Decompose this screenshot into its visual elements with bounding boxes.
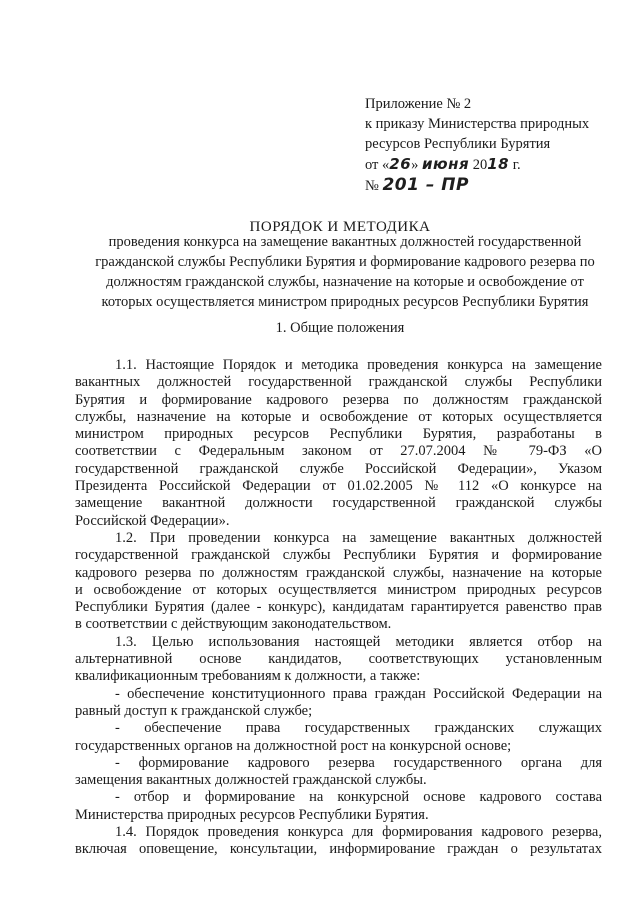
paragraph-line: - отбор и формирование на конкурсной основе кадрового состава [115, 789, 602, 806]
paragraph-line: 1.1. Настоящие Порядок и методика проведения конкурса на замещение [115, 357, 602, 373]
subtitle-line: которых осуществляется министром природных ресурсов Республики Бурятия [101, 294, 589, 310]
handwritten-number: 201 – ПР [382, 175, 469, 195]
appendix-line-2: к приказу Министерства природных [365, 116, 590, 132]
document-subtitle [80, 232, 610, 312]
document-body [75, 357, 602, 859]
paragraph-line: Президента Российской Федерации от 01.02.2005 № 112 «О конкурсе на [75, 478, 602, 495]
paragraph-line: равный доступ к гражданской службе; [75, 702, 313, 719]
paragraph [75, 357, 602, 530]
date-year-prefix: 20 [469, 157, 488, 173]
handwritten-year: 18 [487, 155, 510, 173]
document-title: ПОРЯДОК И МЕТОДИКА [249, 219, 431, 235]
paragraph-line: альтернативной основе кандидатов, соответствующих установленным [75, 651, 602, 668]
paragraph-line: в соответствии с действующим законодательством. [75, 616, 392, 633]
paragraph-line: 1.3. Целью использования настоящей методики является отбор на [115, 633, 602, 650]
paragraph [75, 720, 602, 755]
paragraph-line: кадрового резерва по должностям гражданской службы, назначение на которые [75, 564, 602, 581]
paragraph-line: государственных органов на должностной рост на конкурсной основе; [75, 737, 512, 754]
appendix-line-3: ресурсов Республики Бурятия [365, 136, 551, 152]
appendix-block [365, 94, 615, 196]
paragraph-line: - обеспечение права государственных гражданских служащих [115, 720, 602, 737]
handwritten-month: июня [422, 155, 470, 173]
paragraph-line: 1.2. При проведении конкурса на замещение вакантных должностей [115, 529, 602, 546]
subtitle-line: гражданской службы Республики Бурятия и формирование кадрового резерва по [95, 254, 595, 270]
paragraph-line: замещения вакантных должностей гражданской службы. [75, 772, 427, 789]
paragraph-line: замещение вакантной должности государственной гражданской службы [75, 495, 602, 512]
paragraph-line: Бурятия и формирование кадрового резерва по должностям гражданской [75, 391, 602, 408]
paragraph [75, 789, 602, 824]
handwritten-day: 26 [389, 155, 412, 173]
paragraph-line: 1.4. Порядок проведения конкурса для формирования кадрового резерва, [115, 824, 602, 841]
paragraph-line: - обеспечение конституционного права граждан Российской Федерации на [115, 685, 602, 702]
paragraph-line: соответствии с Федеральным законом от 27.07.2004 № 79-ФЗ «О [75, 443, 602, 460]
paragraph [75, 634, 602, 686]
date-suffix: г. [509, 157, 521, 173]
paragraph-line: квалификационным требованиям к должности, а также: [75, 668, 421, 685]
subtitle-line: должностям гражданской службы, назначение на которые и освобождение от [106, 274, 584, 290]
date-prefix: от « [365, 157, 390, 173]
paragraph-line: Российской Федерации». [75, 512, 230, 529]
paragraph [75, 755, 602, 790]
appendix-number [365, 175, 615, 196]
paragraph [75, 824, 602, 859]
number-prefix: № [365, 178, 383, 194]
appendix-date [365, 154, 615, 175]
paragraph-line: государственной гражданской службе Российской Федерации», Указом [75, 460, 602, 477]
subtitle-line: проведения конкурса на замещение вакантных должностей государственной [108, 234, 582, 250]
date-mid: » [411, 157, 423, 173]
paragraph-line: вакантных должностей государственной гражданской службы Республики [75, 374, 602, 391]
paragraph-line: Министерства природных ресурсов Республики Бурятия. [75, 806, 429, 823]
appendix-line-1: Приложение № 2 [365, 96, 472, 112]
paragraph-line: Республики Бурятия (далее - конкурс), кандидатам гарантируется равенство прав [75, 599, 602, 616]
paragraph-line: службы, назначение на которые и освобождение от которых осуществляется [75, 408, 602, 425]
paragraph-line: и освобождение от которых осуществляется министром природных ресурсов [75, 581, 602, 598]
paragraph [75, 530, 602, 634]
paragraph-line: - формирование кадрового резерва государственного органа для [115, 754, 602, 771]
paragraph [75, 686, 602, 721]
paragraph-line: государственной гражданской службы Республики Бурятия и формирование [75, 547, 602, 564]
paragraph-line: министром природных ресурсов Республики Бурятия, разработаны в [75, 426, 602, 443]
section-heading: 1. Общие положения [275, 320, 405, 336]
paragraph-line: включая оповещение, консультации, информирование граждан о результатах [75, 841, 602, 858]
